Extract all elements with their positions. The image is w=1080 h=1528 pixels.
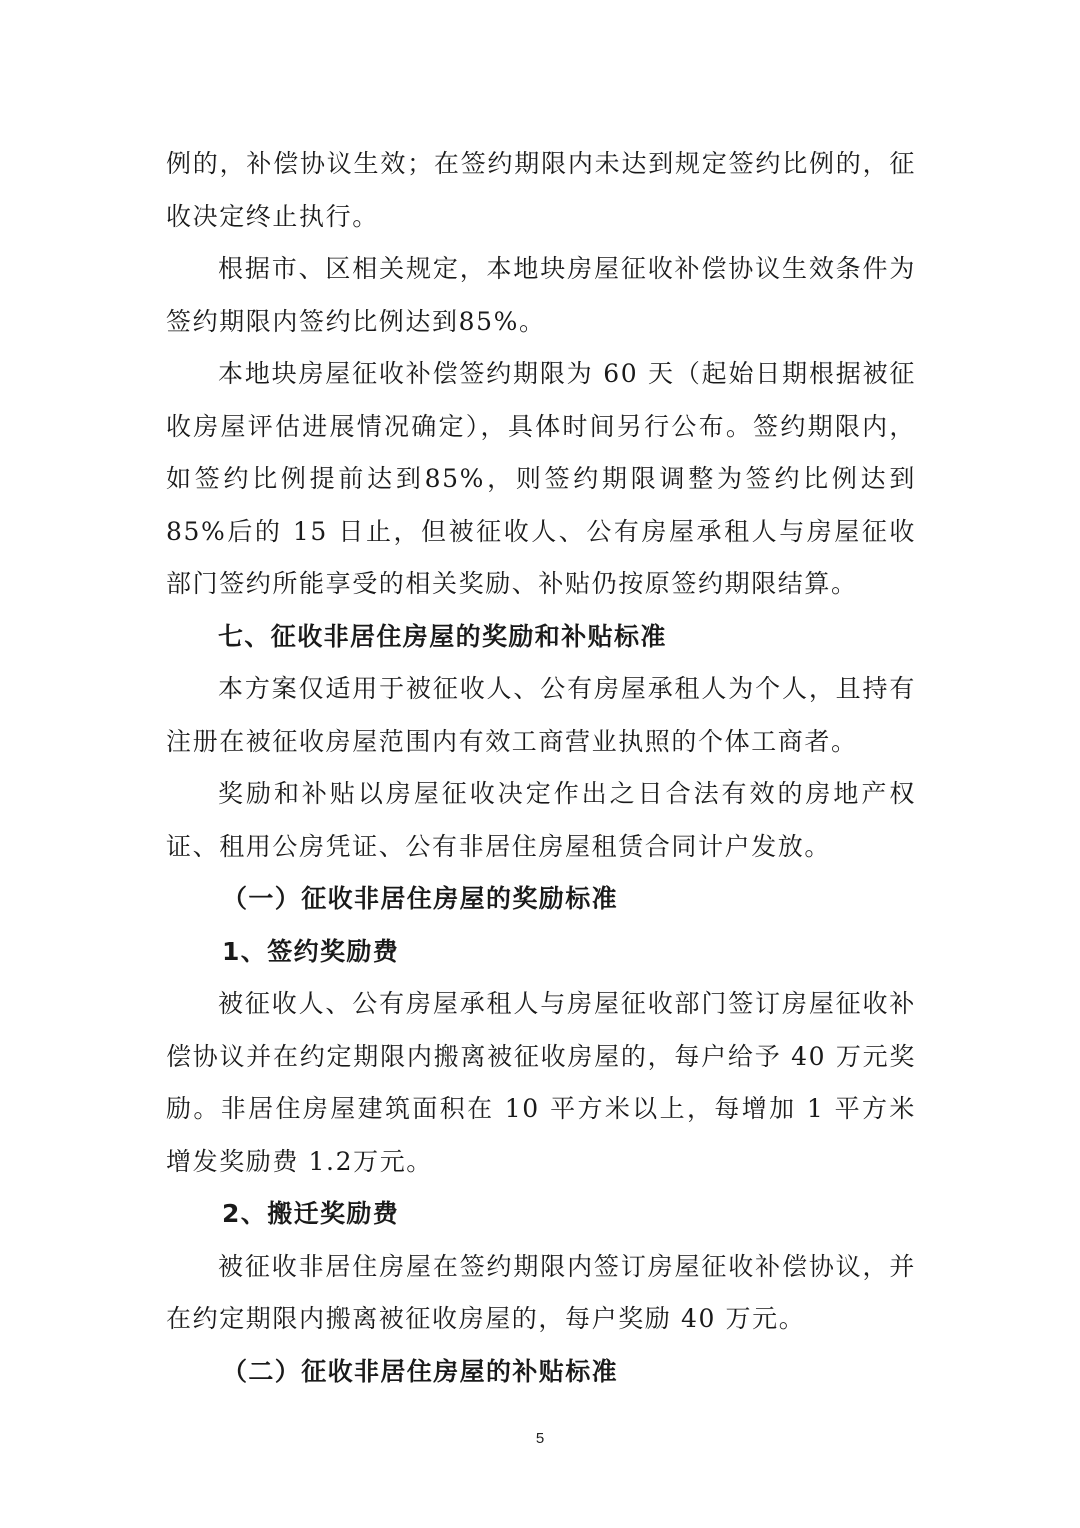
item-heading-relocation-reward: 2、搬迁奖励费: [222, 1199, 400, 1228]
paragraph-effective-condition: 根据市、区相关规定，本地块房屋征收补偿协议生效条件为签约期限内签约比例达到85%。: [166, 254, 916, 336]
paragraph-applicability: 本方案仅适用于被征收人、公有房屋承租人为个人，且持有注册在被征收房屋范围内有效工商营业执照的个体工商者。: [166, 674, 916, 756]
document-body: [166, 138, 916, 1398]
paragraph-continuation: 例的，补偿协议生效；在签约期限内未达到规定签约比例的，征收决定终止执行。: [166, 149, 916, 231]
paragraph-relocation-reward: 被征收非居住房屋在签约期限内签订房屋征收补偿协议，并在约定期限内搬离被征收房屋的，每户奖励 40 万元。: [166, 1251, 916, 1333]
section-heading-seven: 七、征收非居住房屋的奖励和补贴标准: [218, 621, 667, 651]
subsection-heading-subsidy-standard: （二）征收非居住房屋的补贴标准: [222, 1356, 619, 1386]
subsection-heading-reward-standard: （一）征收非居住房屋的奖励标准: [222, 884, 619, 913]
page-number: 5: [535, 1430, 545, 1447]
paragraph-signing-period: 本地块房屋征收补偿签约期限为 60 天（起始日期根据被征收房屋评估进展情况确定），具体时间另行公布。签约期限内，如签约比例提前达到85%，则签约期限调整为签约比例达到85%后的 15 日止，但被征收人、公有房屋承租人与房屋征收部门签约所能享受的相关奖励、补贴仍按原签约期限结算。: [166, 359, 916, 598]
paragraph-signing-reward: 被征收人、公有房屋承租人与房屋征收部门签订房屋征收补偿协议并在约定期限内搬离被征收房屋的，每户给予 40 万元奖励。非居住房屋建筑面积在 10 平方米以上，每增加 1 平方米增发奖励费 1.2万元。: [166, 989, 916, 1176]
item-heading-signing-reward: 1、签约奖励费: [222, 936, 400, 966]
paragraph-distribution: 奖励和补贴以房屋征收决定作出之日合法有效的房地产权证、租用公房凭证、公有非居住房屋租赁合同计户发放。: [166, 779, 916, 861]
